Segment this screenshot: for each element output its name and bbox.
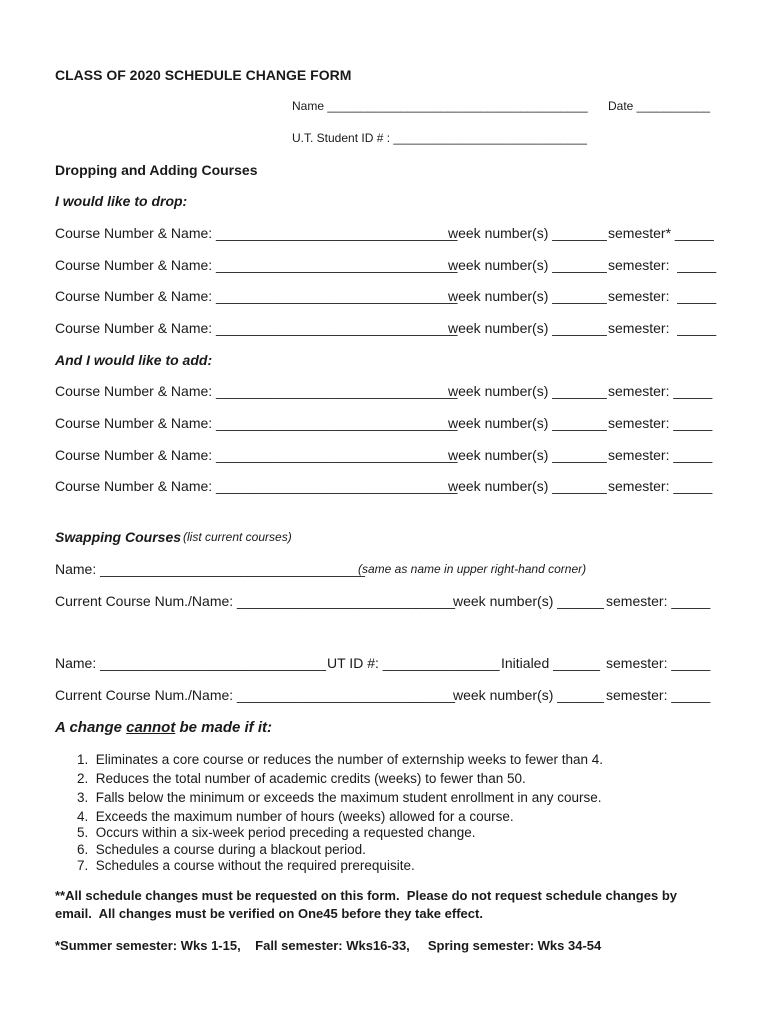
- weeks-field[interactable]: week number(s) _______: [448, 320, 607, 336]
- swap-heading: Swapping Courses: [55, 529, 182, 545]
- weeks-field[interactable]: week number(s) _______: [448, 225, 607, 241]
- page-title: CLASS OF 2020 SCHEDULE CHANGE FORM: [55, 67, 352, 83]
- list-item: 5. Occurs within a six-week period preceding a requested change.: [77, 825, 476, 840]
- notice-line-1: **All schedule changes must be requested on this form. Please do not request schedule changes by: [55, 888, 677, 903]
- list-item: 2. Reduces the total number of academic credits (weeks) to fewer than 50.: [77, 771, 526, 786]
- weeks-field[interactable]: week number(s) _______: [448, 478, 607, 494]
- cannot-heading: [55, 720, 272, 735]
- weeks-field[interactable]: week number(s) _______: [448, 257, 607, 273]
- name-field[interactable]: Name _______________________________________: [292, 99, 588, 113]
- cannot-heading-pre: A change: [55, 719, 127, 736]
- semester-field[interactable]: semester: _____: [606, 593, 711, 609]
- semester-field[interactable]: semester: _____: [608, 320, 717, 336]
- weeks-field[interactable]: week number(s) ______: [453, 687, 604, 703]
- weeks-field[interactable]: week number(s) ______: [453, 593, 604, 609]
- course-field[interactable]: Course Number & Name: _______________________________: [55, 383, 458, 399]
- course-field[interactable]: Course Number & Name: _______________________________: [55, 478, 458, 494]
- notice-line-2: email. All changes must be verified on One45 before they take effect.: [55, 906, 483, 921]
- semester-field[interactable]: semester* _____: [608, 225, 714, 241]
- current-course-field[interactable]: Current Course Num./Name: ____________________________: [55, 593, 456, 609]
- swap-name-note: (same as name in upper right-hand corner): [358, 562, 587, 576]
- list-item: 3. Falls below the minimum or exceeds the maximum student enrollment in any course.: [77, 790, 602, 805]
- cannot-heading-post: be made if it:: [175, 719, 272, 736]
- weeks-field[interactable]: week number(s) _______: [448, 383, 607, 399]
- weeks-field[interactable]: week number(s) _______: [448, 447, 607, 463]
- semester-field[interactable]: semester: _____: [606, 655, 711, 671]
- semester-weeks-note: *Summer semester: Wks 1-15, Fall semester: Wks16-33, Spring semester: Wks 34-54: [55, 938, 602, 953]
- cannot-heading-emphasis: cannot: [126, 719, 176, 736]
- weeks-field[interactable]: week number(s) _______: [448, 288, 607, 304]
- list-item: 1. Eliminates a core course or reduces the number of externship weeks to fewer than 4.: [77, 752, 604, 767]
- initialed-field[interactable]: Initialed ______: [501, 655, 600, 671]
- list-item: 7. Schedules a course without the required prerequisite.: [77, 858, 415, 873]
- semester-field[interactable]: semester: _____: [608, 257, 717, 273]
- list-item: 4. Exceeds the maximum number of hours (weeks) allowed for a course.: [77, 809, 514, 824]
- course-field[interactable]: Course Number & Name: _______________________________: [55, 447, 458, 463]
- semester-field[interactable]: semester: _____: [608, 415, 713, 431]
- course-field[interactable]: Course Number & Name: _______________________________: [55, 320, 458, 336]
- semester-field[interactable]: semester: _____: [608, 383, 713, 399]
- drop-heading: I would like to drop:: [55, 193, 188, 209]
- swap-note: (list current courses): [183, 530, 292, 544]
- swap-name2-field[interactable]: Name: _____________________________: [55, 655, 326, 671]
- course-field[interactable]: Course Number & Name: _______________________________: [55, 288, 458, 304]
- current-course-field[interactable]: Current Course Num./Name: ____________________________: [55, 687, 456, 703]
- add-heading: And I would like to add:: [55, 352, 213, 368]
- semester-field[interactable]: semester: _____: [608, 447, 713, 463]
- student-id-field[interactable]: U.T. Student ID # : _____________________________: [292, 131, 587, 145]
- weeks-field[interactable]: week number(s) _______: [448, 415, 607, 431]
- list-item: 6. Schedules a course during a blackout period.: [77, 842, 366, 857]
- course-field[interactable]: Course Number & Name: _______________________________: [55, 415, 458, 431]
- course-field[interactable]: Course Number & Name: _______________________________: [55, 257, 458, 273]
- course-field[interactable]: Course Number & Name: _______________________________: [55, 225, 458, 241]
- date-field[interactable]: Date ___________: [608, 99, 711, 113]
- semester-field[interactable]: semester: _____: [606, 687, 711, 703]
- semester-field[interactable]: semester: _____: [608, 288, 717, 304]
- section-heading-dropping-adding: Dropping and Adding Courses: [55, 162, 258, 178]
- ut-id-field[interactable]: UT ID #: _______________: [327, 655, 500, 671]
- semester-field[interactable]: semester: _____: [608, 478, 713, 494]
- swap-name-field[interactable]: Name: __________________________________: [55, 561, 365, 577]
